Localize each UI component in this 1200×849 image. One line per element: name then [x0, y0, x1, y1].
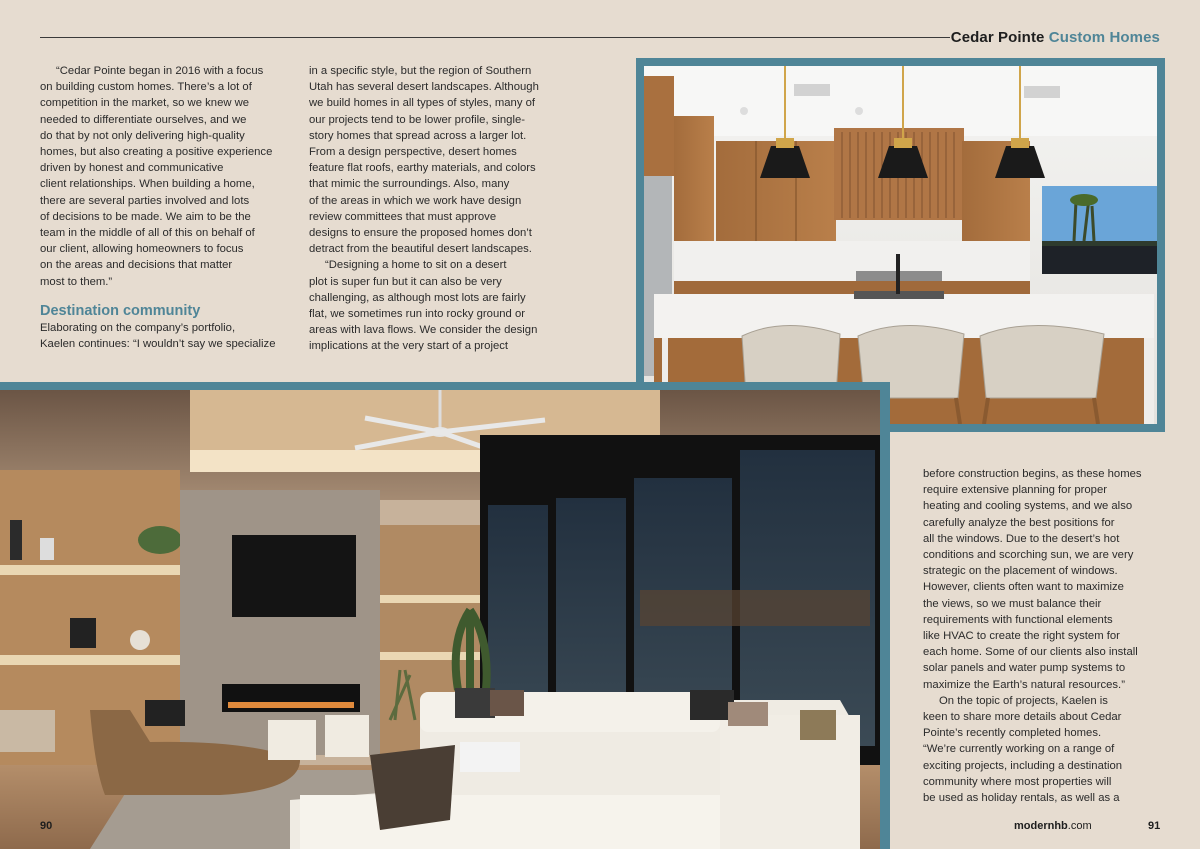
text-line: our client, allowing homeowners to focus — [40, 243, 244, 256]
text-line: conditions and scorching sun, we are very — [923, 549, 1134, 562]
text-line: Kaelen continues: “I wouldn’t say we specialize — [40, 338, 276, 351]
text-line: challenging, as although most lots are fairly — [309, 291, 526, 304]
text-line: be used as holiday rentals, as well as a — [923, 792, 1120, 805]
text-line: homes, but also creating a positive experience — [40, 146, 273, 159]
text-line: before construction begins, as these homes — [923, 468, 1142, 480]
text-line: that mimic the surroundings. Also, many — [309, 178, 510, 191]
subheading: Destination community — [40, 302, 201, 319]
page-number-left: 90 — [40, 820, 53, 832]
text-line: flat, we sometimes run into rocky ground or — [309, 308, 525, 321]
text-line: we build homes in all types of styles, many of — [309, 97, 536, 110]
text-line: detract from the beautiful desert landscapes. — [309, 243, 532, 256]
text-line: review committees that must approve — [309, 210, 497, 223]
text-line: “Designing a home to sit on a desert — [325, 259, 507, 272]
text-line: On the topic of projects, Kaelen is — [939, 694, 1108, 707]
text-line: requirements with functional elements — [923, 613, 1113, 626]
brand-accent: Custom Homes — [1048, 29, 1160, 46]
living-room-photo-frame — [0, 382, 890, 849]
text-line: implications at the very start of a project — [309, 340, 509, 353]
text-line: feature flat roofs, earthy materials, and colors — [309, 162, 536, 175]
magazine-section-title — [951, 29, 1160, 46]
text-line: story homes that spread across a larger lot. — [309, 129, 527, 142]
living-room-photo — [0, 390, 880, 849]
text-line: competition in the market, so we knew we — [40, 97, 250, 110]
site-domain: .com — [1067, 820, 1092, 832]
text-line: our projects tend to be lower profile, single- — [309, 113, 526, 126]
text-line: of decisions to be made. We aim to be the — [40, 210, 251, 223]
header-rule — [40, 37, 950, 38]
text-line: From a design perspective, desert homes — [309, 146, 517, 159]
text-line: like HVAC to create the right system for — [923, 630, 1120, 643]
text-line: heating and cooling systems, and we also — [923, 500, 1133, 513]
text-line: on the areas and decisions that matter — [40, 259, 233, 272]
text-line: team in the middle of all of this on behalf of — [40, 227, 255, 240]
website-name — [1014, 820, 1092, 832]
text-line: strategic on the placement of windows. — [923, 565, 1118, 578]
text-line: client relationships. When building a home, — [40, 178, 255, 191]
text-line: community where most properties will — [923, 775, 1112, 788]
text-line: each home. Some of our clients also install — [923, 646, 1138, 659]
text-line: all the windows. Due to the desert’s hot — [923, 532, 1120, 545]
text-line: Utah has several desert landscapes. Although — [309, 81, 539, 94]
text-line: maximize the Earth’s natural resources.” — [923, 678, 1125, 691]
text-line: However, clients often want to maximize — [923, 581, 1124, 594]
text-line: in a specific style, but the region of Southern — [309, 65, 532, 77]
text-line: areas with lava flows. We consider the design — [309, 324, 538, 337]
text-line: designs to ensure the proposed homes don’t — [309, 227, 532, 240]
text-line: Pointe’s recently completed homes. — [923, 727, 1102, 740]
text-line: solar panels and water pump systems to — [923, 662, 1126, 675]
page-number-right: 91 — [1148, 820, 1161, 832]
text-line: on building custom homes. There’s a lot of — [40, 81, 252, 94]
site-name: modernhb — [1014, 820, 1068, 832]
brand-primary: Cedar Pointe — [950, 29, 1045, 46]
text-line: the views, so we must balance their — [923, 597, 1102, 610]
text-line: “Cedar Pointe began in 2016 with a focus — [56, 65, 264, 77]
article-column-1 — [40, 63, 292, 352]
kitchen-photo — [644, 66, 1157, 424]
kitchen-photo-frame — [636, 58, 1165, 432]
text-line: there are several parties involved and lots — [40, 194, 250, 207]
text-line: plot is super fun but it can also be very — [309, 275, 502, 288]
text-line: require extensive planning for proper — [923, 484, 1107, 497]
text-line: keen to share more details about Cedar — [923, 711, 1122, 724]
text-line: driven by honest and communicative — [40, 162, 224, 175]
text-line: exciting projects, including a destination — [923, 759, 1123, 772]
article-column-2 — [309, 63, 557, 355]
text-line: carefully analyze the best positions for — [923, 516, 1115, 529]
text-line: do that by not only delivering high-quality — [40, 129, 245, 142]
text-line: Elaborating on the company’s portfolio, — [40, 321, 236, 334]
text-line: needed to differentiate ourselves, and we — [40, 113, 247, 126]
text-line: “We’re currently working on a range of — [923, 743, 1115, 756]
article-column-3 — [923, 466, 1163, 806]
text-line: most to them.” — [40, 275, 113, 288]
text-line: of the areas in which we work have design — [309, 194, 522, 207]
